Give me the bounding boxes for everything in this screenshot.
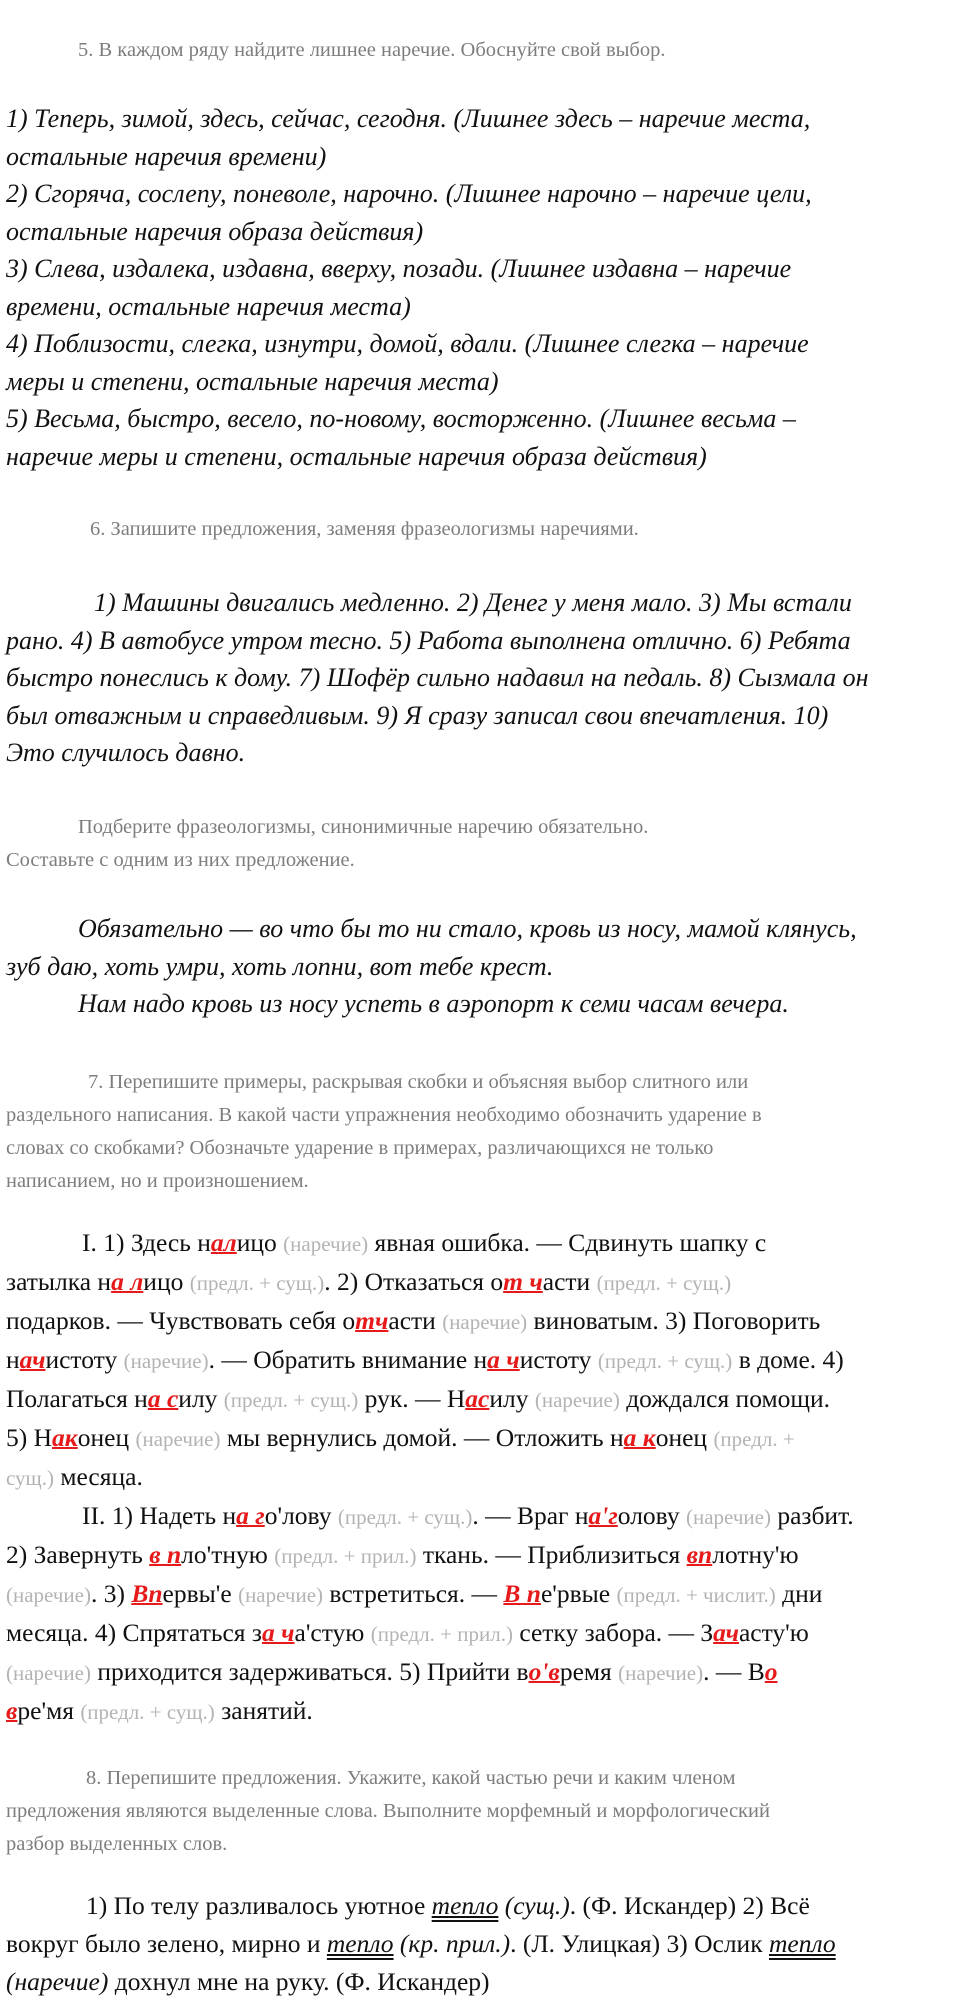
task7-title-line: написанием, но и произношением. (6, 1170, 309, 1192)
task5-line: меры и степени, остальные наречия места) (6, 366, 499, 396)
task8-title-line: разбор выделенных слов. (6, 1833, 228, 1855)
task6b-title (6, 811, 956, 877)
task7-title-line: раздельного написания. В какой части упражнения необходимо обозначить ударение в (6, 1104, 762, 1126)
task6b-line: Обязательно — во что бы то ни стало, кровь из носу, мамой клянусь, (78, 914, 857, 943)
highlighted-word: тепло (768, 1929, 836, 1958)
task8-answer: 1) По телу разливалось уютное тепло (сущ.). (Ф. Искандер) 2) Всё вокруг было зелено, мирно и тепло (кр. прил.). (Л. Улицкая) 3) Ослик тепло (наречие) дохнул мне на руку. (Ф. Искандер) (6, 1891, 836, 1996)
task5-line: 5) Весьма, быстро, весело, по-новому, восторженно. (Лишнее весьма – (6, 404, 796, 433)
task6b-answer (6, 910, 956, 1023)
task6-line: рано. 4) В автобусе утром тесно. 5) Работа выполнена отлично. 6) Ребята (6, 625, 851, 655)
task7-title-line: словах со скобками? Обозначьте ударение в примерах, различающихся не только (6, 1137, 714, 1159)
task6-line: Это случилось давно. (6, 738, 246, 767)
task5-line: остальные наречия образа действия) (6, 216, 424, 246)
task6-answer (6, 584, 956, 772)
task6-title: 6. Запишите предложения, заменяя фразеологизмы наречиями. (90, 518, 639, 540)
task5-line: 2) Сгоряча, сослепу, поневоле, нарочно. (Лишнее нарочно – наречие цели, (6, 179, 812, 208)
task5-line: 1) Теперь, зимой, здесь, сейчас, сегодня. (Лишнее здесь – наречие места, (6, 104, 811, 133)
task5-line: 4) Поблизости, слегка, изнутри, домой, вдали. (Лишнее слегка – наречие (6, 329, 809, 358)
task6-line: быстро понеслись к дому. 7) Шофёр сильно надавил на педаль. 8) Сызмала он (6, 663, 869, 692)
task8-title (6, 1762, 956, 1861)
highlighted-word: тепло (431, 1891, 499, 1920)
highlighted-word: тепло (326, 1929, 394, 1958)
task7-title-line: 7. Перепишите примеры, раскрывая скобки и объясняя выбор слитного или (88, 1071, 749, 1093)
task6-line: 1) Машины двигались медленно. 2) Денег у меня мало. 3) Мы встали (94, 588, 852, 617)
task7-title (6, 1066, 956, 1198)
task6-line: был отважным и справедливым. 9) Я сразу записал свои впечатления. 10) (6, 700, 829, 730)
task7-answer: I. 1) Здесь налицо (наречие) явная ошибка. — Сдвинуть шапку с затылка на лицо (предл. + сущ.). 2) Отказаться от части (предл. + сущ.) подарков. — Чувствовать себя отчасти (наречие) виноватым. 3) Поговорить начистоту (наречие). — Обратить внимание на чистоту (предл. + сущ.) в доме. 4) Полагаться на силу (предл. + сущ.) рук. — Насилу (наречие) дождался помощи. 5) Наконец (наречие) мы вернулись домой. — Отложить на конец (предл. + сущ.) месяца. II. 1) Надеть на го'лову (предл. + сущ.). — Враг на'голову (наречие) разбит. 2) Завернуть в пло'тную (предл. + прил.) ткань. — Приблизиться вплотну'ю (наречие). 3) Впервы'е (наречие) встретиться. — В пе'рвые (предл. + числит.) дни месяца. 4) Спрятаться за ча'стую (предл. + прил.) сетку забора. — Зачасту'ю (наречие) приходится задерживаться. 5) Прийти во'время (наречие). — Во вре'мя (предл. + сущ.) занятий. (6, 1228, 854, 1725)
task8-title-line: 8. Перепишите предложения. Укажите, какой частью речи и каким членом (86, 1767, 736, 1789)
task5-line: 3) Слева, издалека, издавна, вверху, позади. (Лишнее издавна – наречие (6, 254, 792, 283)
task6b-title-line: Подберите фразеологизмы, синонимичные наречию обязательно. (78, 816, 649, 838)
task6b-title-line: Составьте с одним из них предложение. (6, 849, 355, 871)
task5-line: остальные наречия времени) (6, 141, 327, 171)
task6b-line: зуб даю, хоть умри, хоть лопни, вот тебе крест. (6, 951, 554, 981)
task5-answer (6, 100, 956, 475)
task5-title: 5. В каждом ряду найдите лишнее наречие. Обоснуйте свой выбор. (78, 39, 666, 61)
task5-line: времени, остальные наречия места) (6, 291, 411, 321)
task5-line: наречие меры и степени, остальные наречия образа действия) (6, 441, 707, 471)
task8-title-line: предложения являются выделенные слова. Выполните морфемный и морфологический (6, 1800, 770, 1822)
task6b-line: Нам надо кровь из носу успеть в аэропорт к семи часам вечера. (78, 989, 789, 1018)
